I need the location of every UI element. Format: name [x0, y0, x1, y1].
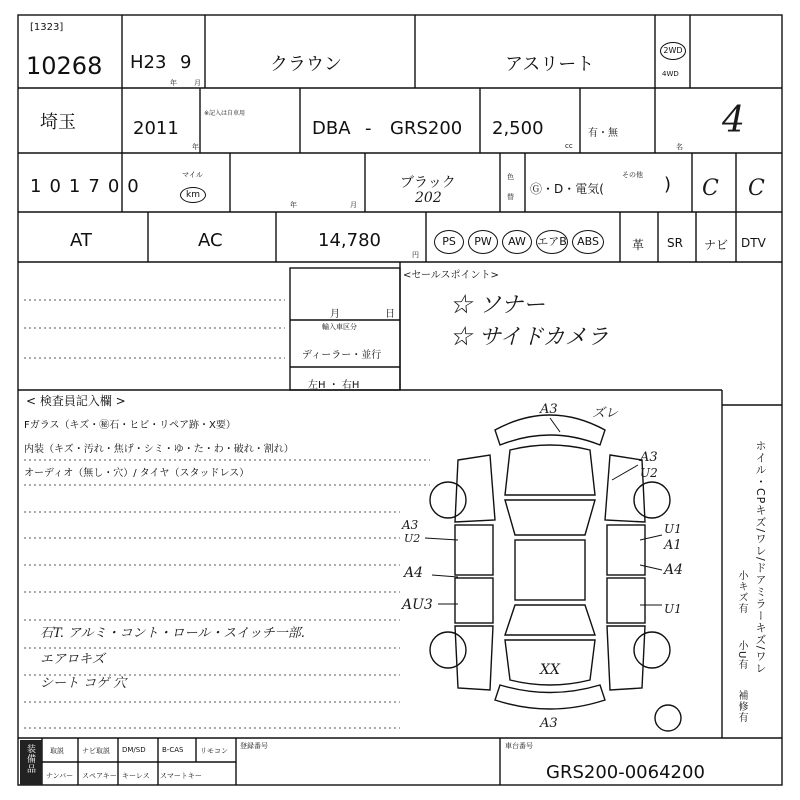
mark-front-top-2: ズレ — [592, 406, 619, 421]
mileage-digit-1: 1 — [30, 176, 50, 197]
equip-ps: PS — [434, 230, 464, 254]
mark-roof: XX — [540, 662, 560, 678]
mark-right-rear: U1 — [664, 602, 682, 616]
color-code: 202 — [415, 190, 442, 206]
capacity-unit: 名 — [676, 143, 683, 151]
right-column-text-3: 小U有 — [736, 640, 747, 671]
displacement: 2,500 — [492, 118, 544, 139]
right-column-text-2: 小キズ有 — [736, 570, 747, 614]
mark-front-top: A3 — [540, 402, 558, 417]
item-remote: リモコン — [200, 747, 228, 755]
item-manual: 取説 — [50, 747, 64, 755]
grade-name: アスリート — [505, 54, 595, 75]
equip-airbag: エアB — [536, 230, 568, 254]
drive-4wd: 4WD — [662, 70, 679, 78]
import-header: 輸入車区分 — [322, 323, 357, 331]
item-keyless: キーレス — [122, 772, 150, 780]
mark-left-front-2: U2 — [404, 532, 421, 545]
lot-id: [1323] — [30, 22, 64, 33]
exist-none: 有・無 — [588, 128, 618, 139]
steering-side: 左H ・ 右H — [308, 380, 360, 391]
type-code: GRS200 — [390, 118, 463, 139]
inspector-line-2: 内装（キズ・汚れ・焦げ・シミ・ゆ・た・わ・破れ・割れ） — [24, 444, 294, 455]
model-name: クラウン — [270, 54, 342, 75]
equipment-circles — [434, 230, 604, 254]
mileage-digit-6: 0 — [127, 176, 147, 197]
equip-navi: ナビ — [704, 238, 729, 252]
mileage — [30, 176, 147, 197]
item-smart-key: スマートキー — [160, 772, 202, 780]
mark-left-front: A3 — [402, 518, 419, 532]
drive-2wd-circle: 2WD — [660, 42, 686, 60]
mileage-digit-4: 7 — [88, 176, 108, 197]
sales-point-2: ☆ サイドカメラ — [450, 325, 609, 350]
inspector-note-1: 石T. アルミ・コント・ロール・スイッチ一部. — [40, 626, 305, 641]
item-navi-manual: ナビ取説 — [82, 747, 110, 755]
equip-sunroof: SR — [667, 236, 683, 250]
mileage-digit-5: 0 — [107, 176, 128, 197]
inspector-line-1: Fガラス（キズ・㊙石・ヒビ・リペア跡・X要） — [24, 420, 236, 431]
mark-right-door-1: U1 — [664, 522, 682, 536]
prefecture: 埼玉 — [40, 112, 76, 133]
equip-leather: 革 — [632, 238, 645, 252]
inspector-note-3: シート コゲ 穴 — [40, 676, 127, 691]
month-unit: 月 — [194, 79, 201, 87]
item-dm-sd: DM/SD — [122, 746, 146, 754]
year-code: H23 — [130, 52, 167, 73]
row3-month-unit: 月 — [350, 201, 357, 209]
first-reg-year: 2011 — [133, 118, 179, 139]
mark-left-rear: AU3 — [402, 597, 433, 613]
type-prefix: DBA — [312, 118, 351, 139]
mileage-digit-3: 1 — [68, 176, 89, 197]
mark-left-door: A4 — [404, 565, 424, 581]
yen-unit: 円 — [412, 251, 419, 259]
fuel-type: Ⓖ・D・電気( — [530, 182, 604, 196]
item-spare-key: スペアキー — [82, 772, 117, 780]
recycle-fee: 14,780 — [318, 230, 381, 251]
inspector-note-2: エアロキズ — [40, 652, 105, 667]
frame-number-header: 車台番号 — [505, 742, 533, 750]
inspector-line-3: オーディオ（無し・穴）/ タイヤ（スタッドレス） — [24, 468, 250, 479]
month-value: 9 — [180, 52, 192, 73]
mark-right-front-2: U2 — [640, 466, 658, 480]
km-indicator — [180, 182, 206, 203]
mileage-digit-2: 0 — [49, 176, 69, 197]
mark-right-front: A3 — [640, 450, 658, 465]
fuel-close: ) — [664, 174, 672, 195]
aircon: AC — [198, 230, 223, 251]
cc-unit: cc — [565, 142, 573, 150]
sales-point-1: ☆ ソナー — [450, 293, 545, 318]
color-side-1: 色 — [507, 173, 514, 181]
item-bcas: B-CAS — [162, 746, 184, 754]
equip-abs: ABS — [572, 230, 604, 254]
inspector-header: < 検査員記入欄 > — [26, 394, 126, 408]
score-handwritten: 4 — [722, 100, 745, 141]
date-month: 月 — [330, 309, 340, 320]
item-plate: ナンバー — [46, 772, 74, 780]
row3-year-unit: 年 — [290, 201, 297, 209]
grade-interior: C — [702, 176, 719, 201]
equip-pw: PW — [468, 230, 498, 254]
color-side-2: 替 — [507, 193, 514, 201]
mark-rear: A3 — [540, 716, 558, 731]
frame-number: GRS200-0064200 — [546, 762, 705, 783]
dealer-parallel: ディーラー・並行 — [302, 350, 382, 361]
bottom-side-label: 装備品 — [25, 744, 35, 774]
mark-right-door-3: A4 — [664, 562, 684, 578]
equip-dtv: DTV — [741, 236, 766, 250]
fuel-other: その他 — [622, 171, 643, 179]
reg-number-header: 登録番号 — [240, 742, 268, 750]
date-day: 日 — [385, 309, 395, 320]
mile-label: マイル — [182, 171, 203, 179]
sales-point-header: <セールスポイント> — [403, 270, 499, 281]
right-column-text-4: 補修有 — [736, 690, 747, 723]
small-note: ※記入は自車用 — [204, 110, 246, 117]
transmission: AT — [70, 230, 92, 251]
equip-aw: AW — [502, 230, 532, 254]
grade-exterior: C — [748, 176, 765, 201]
right-column-text: ホイル・CPキズ/ワレ/ドアミラーキズ/ワレ — [754, 440, 767, 675]
lot-number: 10268 — [26, 52, 103, 80]
year-unit: 年 — [170, 79, 177, 87]
mark-right-door-2: A1 — [664, 538, 682, 553]
color-name: ブラック — [400, 175, 456, 191]
row2-year-unit: 年 — [192, 143, 199, 151]
type-dash: - — [365, 118, 372, 139]
drive-type — [660, 38, 686, 60]
km-circle: km — [180, 187, 206, 203]
